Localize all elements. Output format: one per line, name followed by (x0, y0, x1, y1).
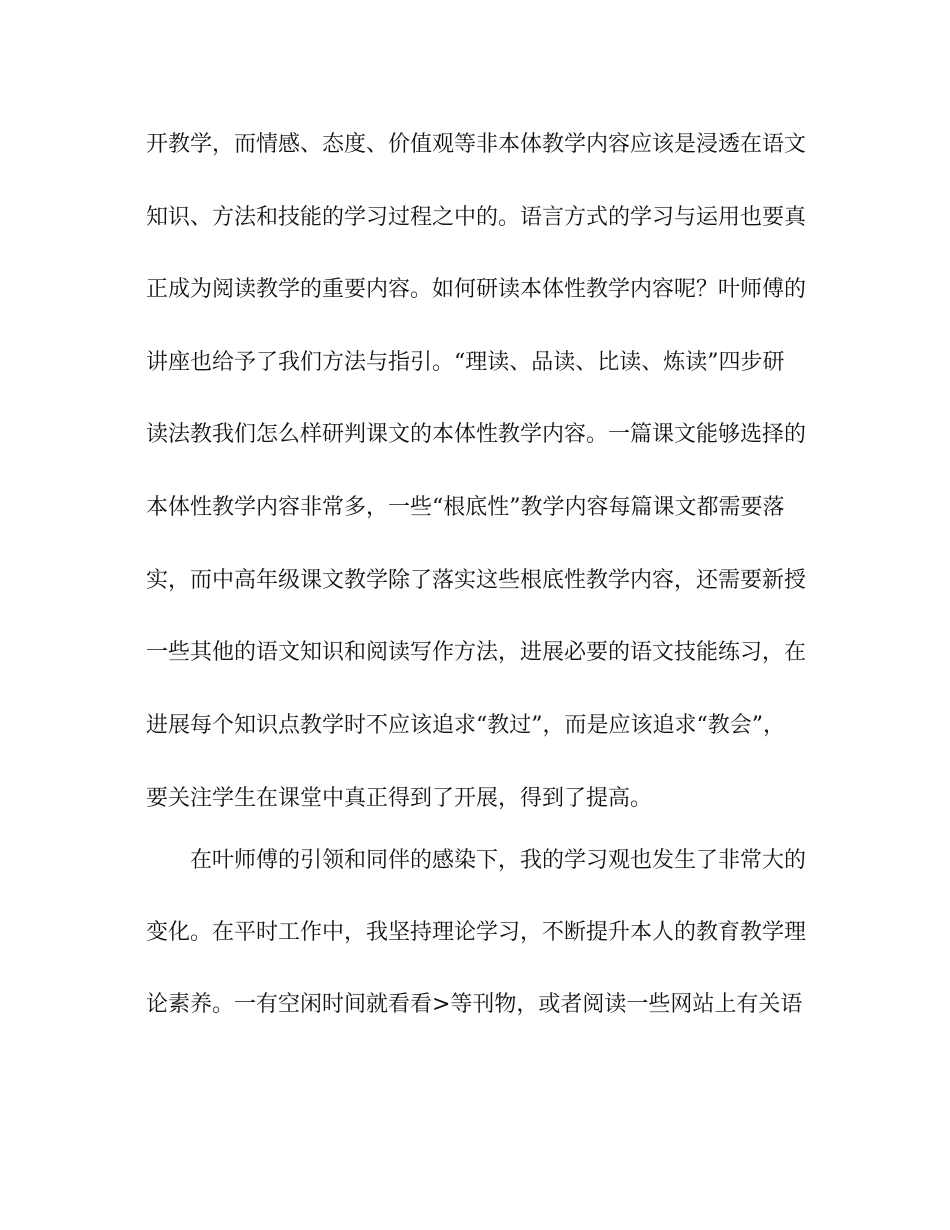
text-line-6: 本体性教学内容非常多，一些“根底性”教学内容每篇课文都需要落 (146, 495, 785, 520)
text-line-1: 开教学，而情感、态度、价值观等非本体教学内容应该是浸透在语文 (146, 132, 807, 157)
text-line-12: 变化。在平时工作中，我坚持理论学习，不断提升本人的教育教学理 (146, 920, 807, 945)
text-line-5: 读法教我们怎么样研判课文的本体性教学内容。一篇课文能够选择的 (146, 422, 807, 447)
paragraph-start-line: 在叶师傅的引领和同伴的感染下，我的学习观也发生了非常大的 (190, 848, 807, 873)
text-line-13: 论素养。一有空闲时间就看看>等刊物，或者阅读一些网站上有关语 (146, 992, 803, 1017)
text-line-4: 讲座也给予了我们方法与指引。“理读、品读、比读、炼读”四步研 (146, 350, 785, 375)
text-line-10: 要关注学生在课堂中真正得到了开展，得到了提高。 (146, 786, 653, 811)
text-line-8: 一些其他的语文知识和阅读写作方法，进展必要的语文技能练习，在 (146, 640, 807, 665)
text-line-7: 实，而中高年级课文教学除了落实这些根底性教学内容，还需要新授 (146, 568, 807, 593)
text-line-2: 知识、方法和技能的学习过程之中的。语言方式的学习与运用也要真 (146, 205, 807, 230)
text-line-9: 进展每个知识点教学时不应该追求“教过”，而是应该追求“教会”， (146, 713, 785, 738)
text-line-3: 正成为阅读教学的重要内容。如何研读本体性教学内容呢？叶师傅的 (146, 277, 807, 302)
